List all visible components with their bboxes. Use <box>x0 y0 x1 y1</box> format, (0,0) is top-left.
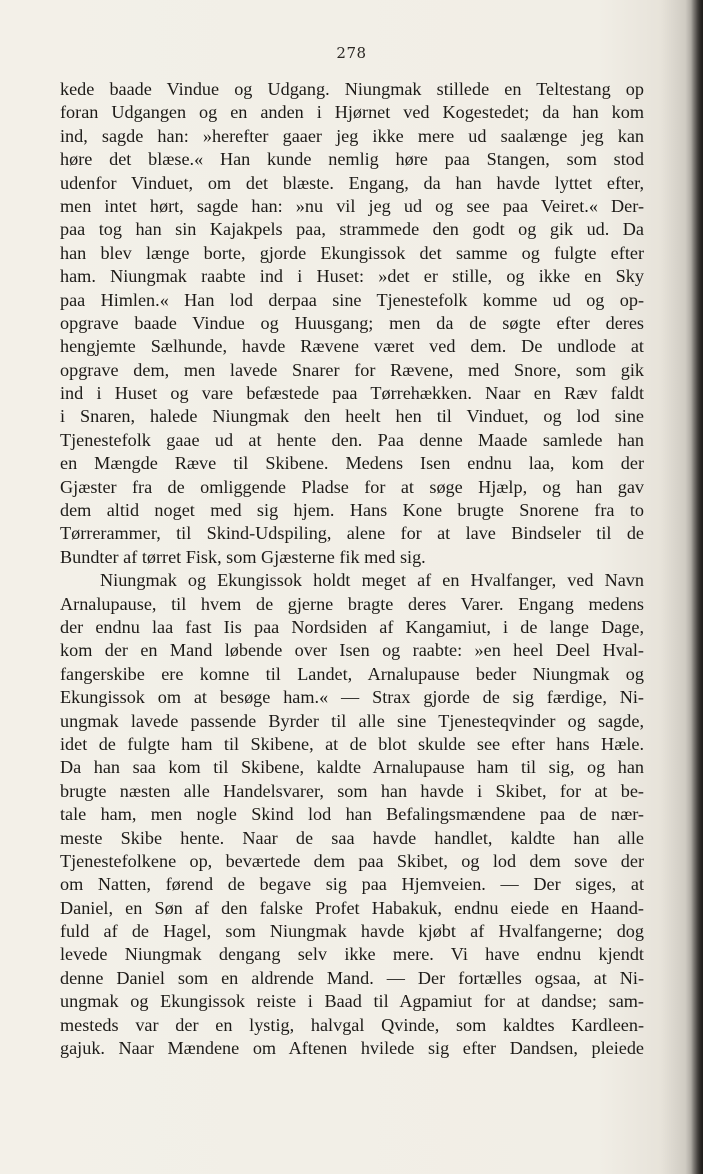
text-line: brugte næsten alle Handelsvarer, som han havde i Skibet, for at be- <box>60 780 644 801</box>
text-line: Gjæster fra de omliggende Pladse for at søge Hjælp, og han gav <box>60 476 644 497</box>
text-line: paa tog han sin Kajakpels paa, strammede den godt og gik ud. Da <box>60 219 644 240</box>
text-line: Tjenestefolkene op, beværtede dem paa Skibet, og lod dem sove der <box>60 850 644 871</box>
text-line: Arnalupause, til hvem de gjerne bragte deres Varer. Engang medens <box>60 593 644 614</box>
text-line: foran Udgangen og en anden i Hjørnet ved Kogestedet; da han kom <box>60 102 644 123</box>
text-line: Da han saa kom til Skibene, kaldte Arnalupause ham til sig, og han <box>60 757 644 778</box>
text-line: ham. Niungmak raabte ind i Huset: »det er stille, og ikke en Sky <box>60 266 644 287</box>
text-line: ind i Huset og vare befæstede paa Tørrehækken. Naar en Ræv faldt <box>60 383 644 404</box>
text-line: Tørrerammer, til Skind-Udspiling, alene for at lave Bindseler til de <box>60 523 644 544</box>
text-line: kede baade Vindue og Udgang. Niungmak stillede en Teltestang op <box>60 79 644 99</box>
text-line: fangerskibe ere komne til Landet, Arnalupause beder Niungmak og <box>60 663 644 684</box>
text-line: han blev længe borte, gjorde Ekungissok det samme og fulgte efter <box>60 242 644 263</box>
text-line: udenfor Vinduet, om det blæste. Engang, da han havde lyttet efter, <box>60 172 644 193</box>
text-line: Bundter af tørret Fisk, som Gjæsterne fik med sig. <box>60 546 426 567</box>
text-line: fuld af de Hagel, som Niungmak havde kjøbt af Hvalfangerne; dog <box>60 921 644 942</box>
text-line: der endnu laa fast Iis paa Nordsiden af Kangamiut, i de lange Dage, <box>60 616 644 637</box>
text-line: høre det blæse.« Han kunde nemlig høre paa Stangen, som stod <box>60 149 644 170</box>
page-edge-shadow <box>691 0 703 1174</box>
text-line: en Mængde Ræve til Skibene. Medens Isen endnu laa, kom der <box>60 453 644 474</box>
text-line: mesteds var der en lystig, halvgal Qvinde, som kaldtes Kardleen- <box>60 1014 644 1035</box>
text-line: Daniel, en Søn af den falske Profet Habakuk, endnu eiede en Haand- <box>60 897 644 918</box>
text-line: ind, sagde han: »herefter gaaer jeg ikke mere ud saalænge jeg kan <box>60 125 644 146</box>
page-number: 278 <box>336 44 367 62</box>
text-line: opgrave dem, men lavede Snarer for Rævene, med Snore, som gik <box>60 359 644 380</box>
text-line: dem altid noget med sig hjem. Hans Kone brugte Snorene fra to <box>60 500 644 521</box>
text-line: denne Daniel som en aldrende Mand. — Der fortælles ogsaa, at Ni- <box>60 967 644 988</box>
text-line: Tjenestefolk gaae ud at hente den. Paa denne Maade samlede han <box>60 429 644 450</box>
text-line: kom der en Mand løbende over Isen og raabte: »en heel Deel Hval- <box>60 640 644 661</box>
text-line: tale ham, men nogle Skind lod han Befalingsmændene paa de nær- <box>60 804 644 825</box>
text-line: levede Niungmak dengang selv ikke mere. Vi have endnu kjendt <box>60 944 644 965</box>
text-line: ungmak lavede passende Byrder til alle sine Tjenesteqvinder og sagde, <box>60 710 644 731</box>
body-text <box>60 78 644 1060</box>
text-line: opgrave baade Vindue og Huusgang; men da de søgte efter deres <box>60 312 644 333</box>
text-line: gajuk. Naar Mændene om Aftenen hvilede sig efter Dandsen, pleiede <box>60 1038 644 1059</box>
text-line: om Natten, førend de begave sig paa Hjemveien. — Der siges, at <box>60 874 644 895</box>
text-line: i Snaren, halede Niungmak den heelt hen til Vinduet, og lod sine <box>60 406 644 427</box>
text-line: paa Himlen.« Han lod derpaa sine Tjenestefolk komme ud og op- <box>60 289 644 310</box>
text-line: ungmak og Ekungissok reiste i Baad til Agpamiut for at dandse; sam- <box>60 991 644 1012</box>
text-line: idet de fulgte ham til Skibene, at de blot skulde see efter hans Hæle. <box>60 733 644 754</box>
text-line: meste Skibe hente. Naar de saa havde handlet, kaldte han alle <box>60 827 644 848</box>
text-line: men intet hørt, sagde han: »nu vil jeg ud og see paa Veiret.« Der- <box>60 195 644 216</box>
text-line: Niungmak og Ekungissok holdt meget af en Hvalfanger, ved Navn <box>100 570 644 591</box>
text-line: hengjemte Sælhunde, havde Rævene været ved dem. De undlode at <box>60 336 644 357</box>
text-line: Ekungissok om at besøge ham.« — Strax gjorde de sig færdige, Ni- <box>60 687 644 708</box>
